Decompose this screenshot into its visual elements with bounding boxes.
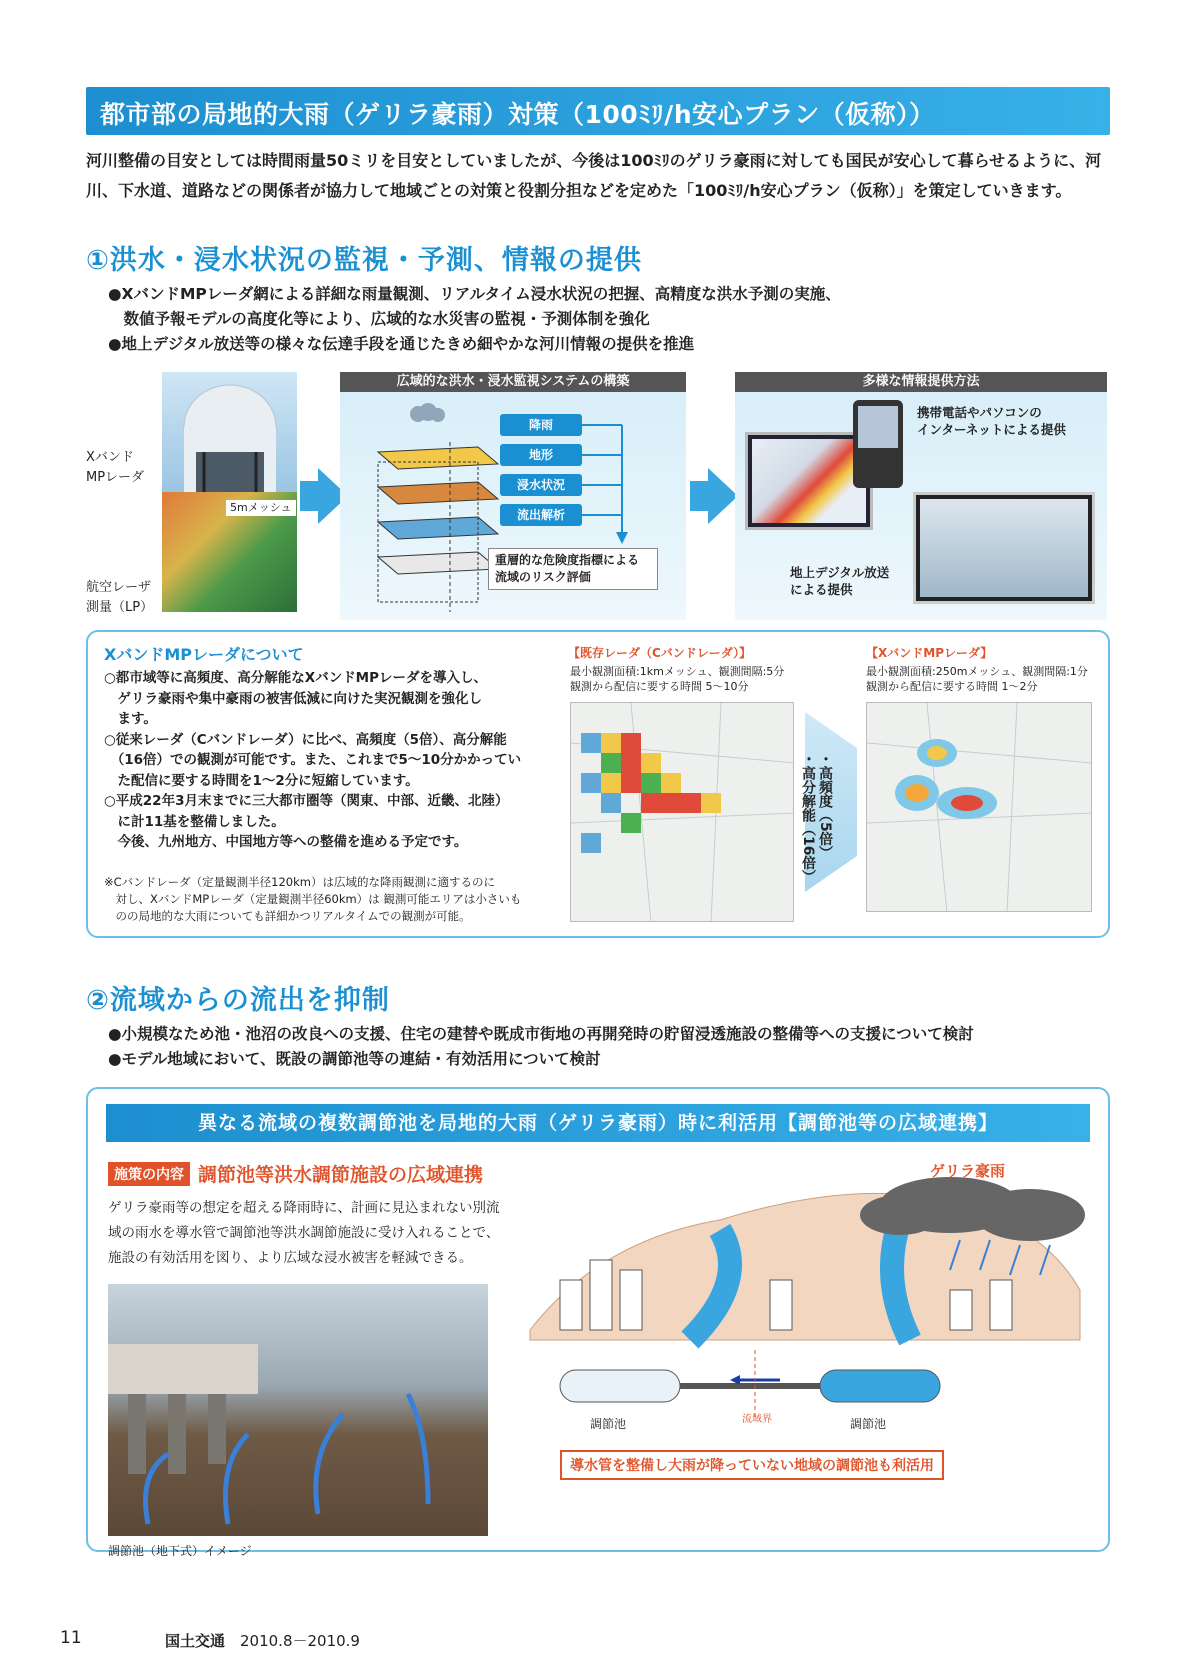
x-band-caption bbox=[866, 664, 1088, 694]
bullet: ●モデル地域において、既設の調節池等の連結・有効活用について検討 bbox=[108, 1050, 601, 1068]
improvement-arrow-text-2: ・高分解能（16倍） bbox=[800, 752, 816, 884]
note-line: のの局地的な大雨についても詳細かつリアルタイムでの観測が可能。 bbox=[104, 909, 471, 923]
xband-label: Xバンド bbox=[86, 450, 134, 465]
info-line: た配信に要する時間を1～2分に短縮しています。 bbox=[104, 772, 419, 789]
flow-arrow-icon bbox=[690, 468, 738, 524]
intro-paragraph: 河川整備の目安としては時間雨量50ミリを目安としていましたが、今後は100ﾐﾘのゲリラ豪雨に対しても国民が安心して暮らせるように、河川、下水道、道路などの関係者が協力して地域ごとの対策と役割分担などを定めた「100ﾐﾘ/h安心プラン（仮称）」を策定していきます。 bbox=[86, 151, 1102, 200]
measure-line: ゲリラ豪雨等の想定を超える降雨時に、計画に見込まれない別流 bbox=[108, 1200, 500, 1216]
section1-title: ①洪水・浸水状況の監視・予測、情報の提供 bbox=[86, 245, 642, 276]
monitoring-panel-title: 広域的な洪水・浸水監視システムの構築 bbox=[340, 372, 686, 392]
header-band bbox=[86, 87, 1110, 135]
note-line: ※Cバンドレーダ（定量観測半径120km）は広域的な降雨観測に適するのに bbox=[104, 875, 495, 889]
c-band-caption bbox=[570, 664, 784, 694]
merge-arrow-icon bbox=[582, 414, 632, 544]
info-line: ○従来レーダ（Cバンドレーダ）に比べ、高頻度（5倍）、高分解能 bbox=[104, 731, 507, 748]
measure-tag: 施策の内容 bbox=[108, 1162, 190, 1186]
tv-caption bbox=[790, 564, 889, 598]
improvement-arrow-text-1: ・高頻度（5倍） bbox=[817, 752, 833, 860]
page-title: 都市部の局地的大雨（ゲリラ豪雨）対策（100ﾐﾘ/h安心プラン（仮称）） bbox=[100, 100, 935, 129]
guerrilla-rain-label: ゲリラ豪雨 bbox=[930, 1162, 1006, 1180]
xband-info-note bbox=[104, 874, 564, 925]
x-band-rain-detail-icon bbox=[867, 703, 1092, 912]
section2-bullets bbox=[108, 1022, 974, 1072]
section1-bullets bbox=[108, 282, 841, 357]
info-line: （16倍）での観測が可能です。また、これまで5～10分かかってい bbox=[104, 752, 522, 768]
bullet: ●地上デジタル放送等の様々な伝達手段を通じたきめ細やかな河川情報の提供を推進 bbox=[108, 335, 695, 353]
regional-link-head-text: 異なる流域の複数調節池を局地的大雨（ゲリラ豪雨）時に利活用【調節池等の広域連携】 bbox=[197, 1112, 998, 1134]
c-band-caption-line: 最小観測面積:1kmメッシュ、観測間隔:5分 bbox=[570, 665, 785, 678]
x-band-radar-map bbox=[866, 702, 1092, 912]
bullet: 数値予報モデルの高度化等により、広域的な水災害の監視・予測体制を強化 bbox=[108, 310, 650, 328]
x-band-caption-line: 観測から配信に要する時間 1～2分 bbox=[866, 680, 1038, 693]
measure-line: 施設の有効活用を図り、より広域な浸水被害を軽減できる。 bbox=[108, 1250, 473, 1266]
radar-photo bbox=[162, 372, 297, 492]
risk-evaluation-box bbox=[488, 548, 658, 590]
measure-title: 調節池等洪水調節施設の広域連携 bbox=[198, 1164, 484, 1186]
tag-inundation: 浸水状況 bbox=[500, 474, 582, 496]
underground-pond-photo bbox=[108, 1284, 488, 1536]
radar-dome-icon bbox=[162, 372, 297, 492]
issue-date: 2010.8－2010.9 bbox=[240, 1632, 360, 1650]
info-provision-title: 多様な情報提供方法 bbox=[735, 372, 1107, 392]
x-band-map-title: 【XバンドMPレーダ】 bbox=[866, 646, 993, 660]
info-line: 今後、九州地方、中国地方等への整備を進める予定です。 bbox=[104, 834, 468, 850]
info-line: ます。 bbox=[104, 711, 157, 727]
note-line: 対し、XバンドMPレーダ（定量観測半径60km）は 観測可能エリアは小さいも bbox=[104, 892, 522, 906]
mobile-caption bbox=[917, 404, 1066, 438]
tag-terrain: 地形 bbox=[500, 444, 582, 466]
risk-line: 重層的な危険度指標による bbox=[495, 553, 640, 567]
bullet: ●XバンドMPレーダ網による詳細な雨量観測、リアルタイム浸水状況の把握、高精度な洪水予測の実施、 bbox=[108, 285, 841, 303]
tv-icon bbox=[913, 492, 1095, 604]
magazine-name: 国土交通 bbox=[165, 1632, 226, 1650]
info-provision-panel bbox=[735, 372, 1107, 620]
monitoring-panel bbox=[340, 372, 686, 620]
water-flow-arrows-icon bbox=[108, 1284, 488, 1536]
pond-left-label: 調節池 bbox=[590, 1417, 627, 1431]
mobile-caption-line: インターネットによる提供 bbox=[917, 422, 1066, 437]
mpradar-label: MPレーダ bbox=[86, 470, 145, 485]
measure-line: 域の雨水を導水管で調節池等洪水調節施設に受け入れることで、 bbox=[108, 1225, 500, 1241]
tv-caption-line: による提供 bbox=[790, 582, 853, 597]
regional-link-head bbox=[106, 1104, 1090, 1142]
c-band-caption-line: 観測から配信に要する時間 5～10分 bbox=[570, 680, 749, 693]
xband-info-text bbox=[104, 668, 564, 853]
lp-terrain-image bbox=[162, 492, 297, 612]
measure-text bbox=[108, 1196, 538, 1271]
section2-title: ②流域からの流出を抑制 bbox=[86, 985, 390, 1016]
lp-label: 航空レーザ bbox=[86, 580, 152, 595]
x-band-caption-line: 最小観測面積:250mメッシュ、観測間隔:1分 bbox=[866, 665, 1088, 678]
measure-heading bbox=[108, 1160, 483, 1187]
mobile-phone-icon bbox=[853, 400, 903, 488]
pond-right-label: 調節池 bbox=[850, 1417, 887, 1431]
basin-boundary-label: 流域界 bbox=[742, 1414, 772, 1425]
layer-stack-icon bbox=[358, 402, 508, 617]
bullet: ●小規模なため池・池沼の改良への支援、住宅の建替や既成市街地の再開発時の貯留浸透施設の整備等への支援について検討 bbox=[108, 1025, 974, 1043]
tag-rainfall: 降雨 bbox=[500, 414, 582, 436]
info-line: ゲリラ豪雨や集中豪雨の被害低減に向けた実況観測を強化し bbox=[104, 690, 482, 707]
c-band-rain-mesh-icon bbox=[571, 703, 794, 922]
tv-caption-line: 地上デジタル放送 bbox=[790, 565, 890, 580]
callout-box: 導水管を整備し大雨が降っていない地域の調節池も利活用 bbox=[560, 1450, 944, 1480]
lp-label-2: 測量（LP） bbox=[86, 600, 154, 615]
mesh-label: 5mメッシュ bbox=[226, 500, 296, 516]
page-number: 11 bbox=[60, 1628, 82, 1648]
info-line: ○平成22年3月末までに三大都市圏等（関東、中部、近畿、北陸） bbox=[104, 793, 509, 809]
info-line: ○都市域等に高頻度、高分解能なXバンドMPレーダを導入し、 bbox=[104, 670, 488, 686]
photo-caption: 調節池（地下式）イメージ bbox=[108, 1544, 252, 1558]
c-band-map-title: 【既存レーダ（Cバンドレーダ）】 bbox=[568, 646, 752, 660]
tag-runoff: 流出解析 bbox=[500, 504, 582, 526]
mobile-caption-line: 携帯電話やパソコンの bbox=[917, 405, 1042, 420]
info-line: に計11基を整備しました。 bbox=[104, 813, 285, 830]
xband-info-title: XバンドMPレーダについて bbox=[104, 645, 304, 664]
risk-line: 流域のリスク評価 bbox=[495, 570, 591, 584]
regional-link-diagram bbox=[520, 1160, 1090, 1510]
c-band-radar-map bbox=[570, 702, 794, 922]
